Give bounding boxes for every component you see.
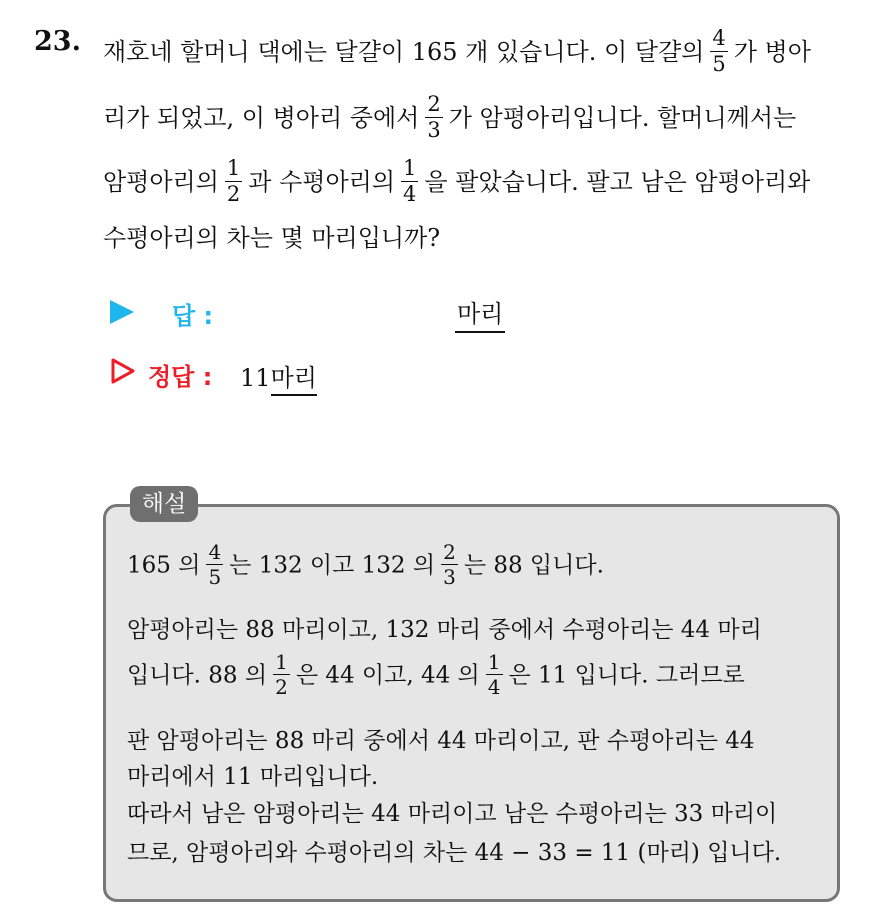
question-line-1 [103,26,811,77]
correct-answer [240,358,317,393]
fraction-denominator: 2 [275,675,288,699]
fraction [425,94,442,141]
solution-text: 은 44 이고, 44 의 [295,662,480,689]
solution-text: 는 132 이고 132 의 [229,552,436,579]
correct-answer-unit: 마리 [271,364,317,396]
fraction [206,542,223,587]
question-text: 과 수평아리의 [248,168,396,196]
solution-text: 입니다. 88 의 [127,662,268,689]
fraction [273,652,290,697]
fraction-denominator: 5 [208,565,222,589]
fraction [710,28,727,75]
solution-line-3 [127,650,745,699]
question-text: 재호네 할머니 댁에는 달걀이 165 개 있습니다. 이 달걀의 [103,38,705,66]
fraction-numerator: 1 [487,650,501,674]
correct-answer-label: 정답 : [148,363,213,391]
fraction-denominator: 4 [403,182,417,206]
fraction [401,158,418,205]
answer-label: 답 : [172,302,214,330]
fraction-numerator: 1 [226,156,241,180]
solution-text: 165 의 [127,552,201,579]
question-text: 리가 되었고, 이 병아리 중에서 [103,104,420,132]
fraction-numerator: 1 [403,156,417,180]
solution-line-6: 따라서 남은 암평아리는 44 마리이고 남은 수평아리는 33 마리이 [127,801,778,827]
answer-unit-field[interactable]: 마리 [455,294,505,333]
solution-line-4: 판 암평아리는 88 마리 중에서 44 마리이고, 판 수평아리는 44 [127,728,755,754]
solution-text: 는 88 입니다. [463,552,604,579]
fraction [486,652,503,697]
fraction-denominator: 4 [487,675,501,699]
question-number: 23. [34,26,81,57]
outline-triangle-icon [110,358,136,384]
question-text: 을 팔았습니다. 팔고 남은 암평아리와 [424,168,811,196]
solution-line-2: 암평아리는 88 마리이고, 132 마리 중에서 수평아리는 44 마리 [127,617,762,643]
fraction-denominator: 3 [427,118,441,142]
fraction-numerator: 2 [427,92,441,116]
solution-line-5: 마리에서 11 마리입니다. [127,764,379,790]
question-text: 가 병아 [733,38,811,66]
fraction [225,158,242,205]
solution-text: 은 11 입니다. 그러므로 [508,662,745,689]
play-triangle-icon [110,300,134,324]
solution-line-7: 므로, 암평아리와 수평아리의 차는 44 − 33 = 11 (마리) 입니다. [127,840,782,866]
question-line-3 [103,156,811,207]
fraction [441,542,458,587]
solution-line-1 [127,540,604,589]
question-line-2 [103,92,797,143]
fraction-numerator: 2 [443,540,456,564]
question-text: 암평아리의 [103,168,219,196]
fraction-numerator: 1 [275,650,288,674]
fraction-denominator: 2 [226,182,241,206]
fraction-denominator: 5 [712,52,726,76]
question-text: 가 암평아리입니다. 할머니께서는 [448,104,797,132]
correct-answer-value: 11 [240,364,271,392]
fraction-numerator: 4 [208,540,222,564]
question-line-4: 수평아리의 차는 몇 마리입니까? [103,224,441,252]
solution-tag: 해설 [130,486,198,522]
fraction-numerator: 4 [712,26,726,50]
fraction-denominator: 3 [443,565,456,589]
